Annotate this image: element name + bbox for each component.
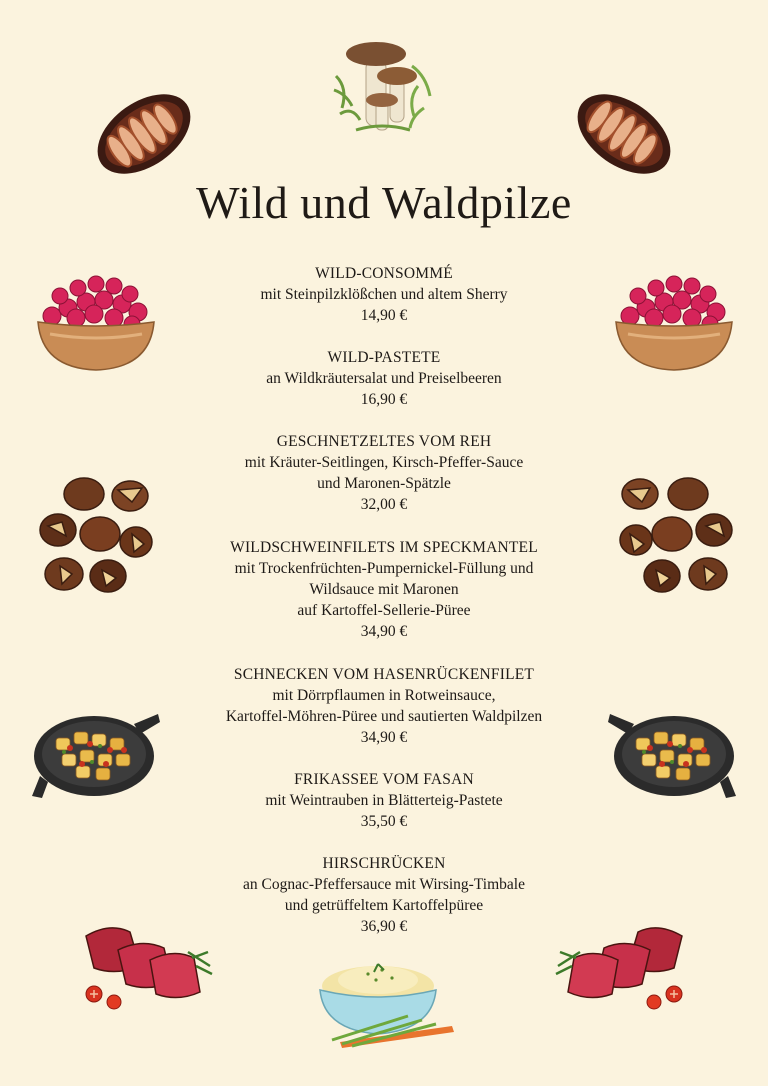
dish-name: GESCHNETZELTES VOM REH [276,433,492,450]
dish-price: 32,00 € [360,496,408,513]
dish-price: 35,50 € [360,813,408,830]
dish-name: WILDSCHWEINFILETS IM SPECKMANTEL [230,539,538,556]
menu-item [150,347,618,410]
dish-description: an Wildkräutersalat und Preiselbeeren [266,370,502,387]
dish-description: und Maronen-Spätzle [317,475,451,492]
cranberry-bowl-icon [612,272,736,372]
dish-price: 14,90 € [360,307,408,324]
dish-name: WILD-CONSOMMÉ [315,265,453,282]
cranberry-bowl-icon [34,272,158,372]
dish-description: Kartoffel-Möhren-Püree und sautierten Waldpilzen [225,708,543,725]
dish-name: HIRSCHRÜCKEN [322,855,446,872]
dish-name: SCHNECKEN VOM HASENRÜCKENFILET [233,666,535,683]
chestnut-icon [36,474,154,596]
steak-slices-icon [80,922,216,1014]
dish-description: auf Kartoffel-Sellerie-Püree [297,602,471,619]
dish-price: 36,90 € [360,918,408,935]
chestnut-icon [616,474,734,596]
dish-description: mit Steinpilzklößchen und altem Sherry [260,286,508,303]
menu-item [150,664,618,748]
dish-description: mit Kräuter-Seitlingen, Kirsch-Pfeffer-Sauce [244,454,524,471]
menu-title: Wild und Waldpilze [196,177,572,228]
steak-slices-icon [552,922,688,1014]
skillet-icon [30,704,162,804]
menu-item [150,537,618,642]
mushroom-icon [326,36,442,136]
menu-item [150,853,618,937]
dish-price: 34,90 € [360,729,408,746]
dish-name: FRIKASSEE VOM FASAN [294,771,474,788]
menu-item [150,431,618,515]
dish-name: WILD-PASTETE [327,349,441,366]
menu-item [150,263,618,326]
dish-price: 16,90 € [360,391,408,408]
dish-description: an Cognac-Pfeffersauce mit Wirsing-Timbale [243,876,525,893]
dish-description: und getrüffeltem Kartoffelpüree [284,897,484,914]
mashed-potato-bowl-icon [312,956,458,1050]
dish-description: mit Dörrpflaumen in Rotweinsauce, [272,687,496,704]
dish-description: mit Trockenfrüchten-Pumpernickel-Füllung und [234,560,534,577]
skillet-icon [606,704,738,804]
dish-price: 34,90 € [360,623,408,640]
dish-description: mit Weintrauben in Blätterteig-Pastete [265,792,503,809]
menu-item [150,769,618,832]
dish-description: Wildsauce mit Maronen [309,581,459,598]
